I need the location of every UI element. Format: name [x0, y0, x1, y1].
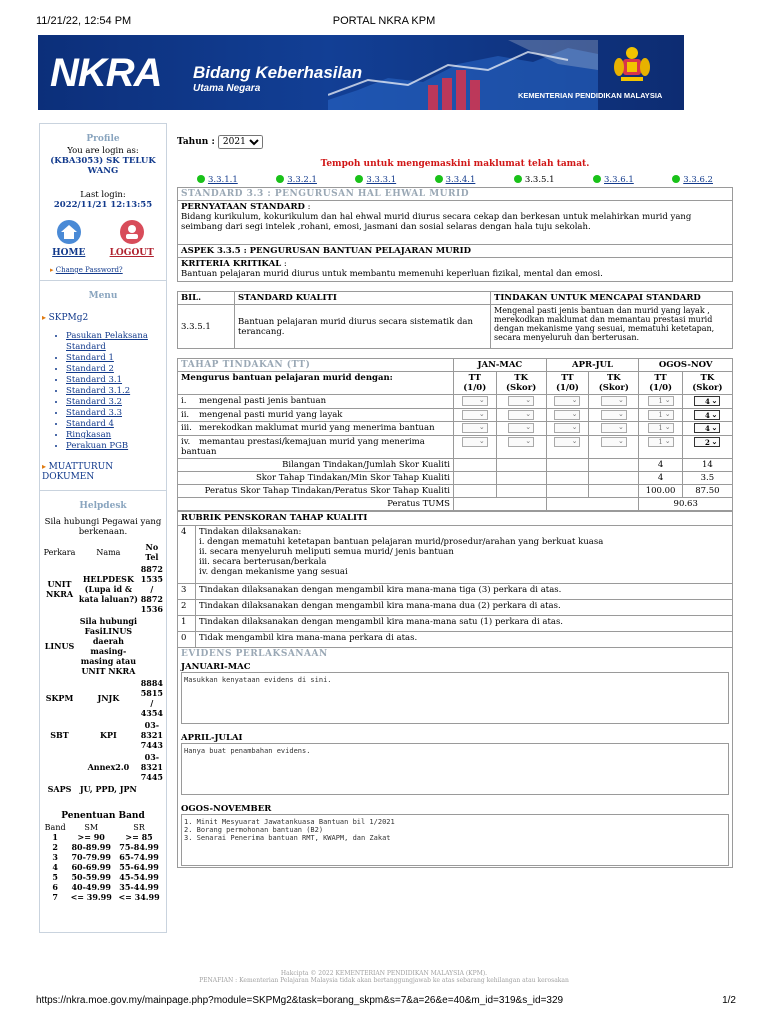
tt-select[interactable]: [554, 396, 580, 406]
standard-info-table: [177, 187, 733, 282]
arrow-right-icon: ▸: [42, 313, 49, 322]
tk-select[interactable]: [601, 396, 627, 406]
tums-value: 90.63: [639, 497, 733, 510]
menu-item-standard-4[interactable]: • Standard 4: [66, 419, 166, 430]
table-row: PERNYATAAN STANDARD : Bidang kurikulum, kokurikulum dan hal ehwal murid diurus secara cekap dan berkesan untuk melahirkan murid yang seimbang dari segi intelek ,rohani, emosi, jasmani dan sosial selaras dengan hala tuju sekolah.: [178, 201, 733, 245]
ministry-name: KEMENTERIAN PENDIDIKAN MALAYSIA: [518, 91, 663, 100]
status-dot-icon: [672, 175, 680, 183]
table-row: 1 >= 90 >= 85: [52, 832, 153, 842]
tk-select[interactable]: 2 ⌄: [694, 437, 720, 447]
menu-item-standard-3-3[interactable]: • Standard 3.3: [66, 408, 166, 419]
menu-item-ringkasan[interactable]: • Ringkasan: [66, 430, 166, 441]
tahap-tindakan-table: [177, 358, 733, 511]
table-row: TAHAP TINDAKAN (TT) JAN-MAC APR-JUL OGOS-NOV: [178, 359, 733, 372]
table-row: Peratus Skor Tahap Tindakan/Peratus Skor Tahap Kualiti 100.00 87.50: [178, 484, 733, 497]
skpmg2-submenu: [66, 331, 166, 452]
tt-select[interactable]: 1 ⌄: [648, 396, 674, 406]
warning-message: Tempoh untuk mengemaskini maklumat telah tamat.: [320, 159, 590, 169]
table-row: Perkara Nama No Tel: [43, 542, 159, 562]
sidebar: [39, 123, 167, 933]
table-row: 3.3.5.1 Bantuan pelajaran murid diurus secara sistematik dan terancang. Mengenal pasti jenis bantuan dan murid yang layak , merekodkan maklumat dan memantau prestasi murid dengan mekanisme yang sesuai, mematuhi ketetapan, secara menyeluruh dan berterusan.: [178, 305, 733, 349]
pernyataan-text: Bidang kurikulum, kokurikulum dan hal ehwal murid diurus secara cekap dan berkesan untuk melahirkan murid yang seimbang dari segi intelek ,rohani, emosi, jasmani dan sosial selaras dengan hala tuju sekolah.: [181, 212, 692, 232]
last-login-label: Last login:: [80, 190, 126, 200]
tab-3-3-6-1[interactable]: 3.3.6.1: [593, 175, 634, 185]
tk-select[interactable]: [601, 410, 627, 420]
login-as-label: You are login as:: [67, 146, 139, 156]
disclaimer-text: PENAFIAN : Kementerian Pelajaran Malaysia tidak akan bertanggungjawab ke atas sebarang kehilangan atau kerosakan: [199, 977, 569, 984]
table-row: [178, 245, 733, 258]
home-label: HOME: [52, 248, 86, 258]
home-button[interactable]: [52, 220, 85, 258]
tk-select[interactable]: [508, 437, 534, 447]
tt-select[interactable]: [462, 410, 488, 420]
tab-3-3-6-2[interactable]: 3.3.6.2: [672, 175, 713, 185]
evidens-ogos-textarea[interactable]: 1. Minit Mesyuarat Jawatankuasa Bantuan bil 1/2021 2. Borang permohonan bantuan (B2) 3. Senarai Penerima bantuan RMT, KWAPM, dan Zakat: [181, 814, 729, 866]
table-row: SBT KPI 03-8321 7443: [50, 720, 163, 750]
kriteria-label: KRITERIA KRITIKAL: [181, 259, 282, 269]
menu-item-standard-3-2[interactable]: • Standard 3.2: [66, 397, 166, 408]
evidens-section: [177, 648, 733, 868]
tk-select[interactable]: [601, 437, 627, 447]
tt-select[interactable]: 1 ⌄: [648, 410, 674, 420]
band-table: [43, 823, 163, 902]
table-row: 1 Tindakan dilaksanakan dengan mengambil kira mana-mana satu (1) perkara di atas.: [178, 615, 733, 631]
table-row: SAPS JU, PPD, JPN: [47, 784, 137, 794]
table-row: 2 80-89.99 75-84.99: [52, 842, 159, 852]
tab-3-3-2-1[interactable]: 3.3.2.1: [276, 175, 317, 185]
band-title: Penentuan Band: [61, 811, 145, 821]
table-row: iii. merekodkan maklumat murid yang menerima bantuan ⌄ ⌄ ⌄ ⌄ 1 ⌄ 4 ⌄: [178, 422, 733, 436]
menu-item-standard-1[interactable]: • Standard 1: [66, 353, 166, 364]
tk-select[interactable]: 4 ⌄: [694, 396, 720, 406]
tt-select[interactable]: [554, 437, 580, 447]
table-row: LINUS Sila hubungi FasiLINUS daerah masing-masing atau UNIT NKRA: [44, 616, 138, 676]
tk-select[interactable]: [601, 423, 627, 433]
banner-subtitle: Bidang Keberhasilan: [193, 63, 363, 82]
table-row: Mengurus bantuan pelajaran murid dengan: TT (1/0) TK (Skor) TT (1/0) TK (Skor) TT (1/0) TK (Skor): [178, 372, 733, 395]
menu-item-pasukan[interactable]: • Pasukan Pelaksana Standard: [66, 331, 166, 353]
tahun-label: Tahun: [177, 137, 209, 147]
table-row: 4 Tindakan dilaksanakan: i. dengan mematuhi ketetapan bantuan pelajaran murid/prosedur/arahan yang berkuat kuasa ii. secara menyeluruh meliputi semua murid/ jenis bantuan iii. secara berterusan/berkala iv. dengan mekanisme yang sesuai: [178, 525, 733, 583]
menu-muatturun[interactable]: ▸ MUATTURUN DOKUMEN: [42, 462, 114, 482]
menu-title: Menu: [88, 291, 118, 301]
tk-select[interactable]: [508, 423, 534, 433]
aspek-title: ASPEK 3.3.5 : PENGURUSAN BANTUAN PELAJARAN MURID: [178, 245, 733, 258]
table-row: 3 70-79.99 65-74.99: [52, 852, 159, 862]
standard-kualiti-table: [177, 291, 733, 349]
school-name: (KBA3053) SK TELUK WANG: [50, 156, 156, 176]
kriteria-text: Bantuan pelajaran murid diurus untuk membantu memenuhi keperluan fizikal, mental dan emosi.: [181, 269, 603, 279]
tt-select[interactable]: [462, 396, 488, 406]
tab-3-3-4-1[interactable]: 3.3.4.1: [435, 175, 476, 185]
menu-item-standard-2[interactable]: • Standard 2: [66, 364, 166, 375]
tk-select[interactable]: [508, 410, 534, 420]
status-dot-icon: [276, 175, 284, 183]
table-row: 5 50-59.99 45-54.99: [52, 872, 159, 882]
print-page-number: 1/2: [722, 995, 736, 1006]
table-row: 6 40-49.99 35-44.99: [52, 882, 159, 892]
print-footer: [36, 995, 736, 1006]
profile-title: Profile: [86, 134, 120, 144]
tab-3-3-3-1[interactable]: 3.3.3.1: [355, 175, 396, 185]
rubrik-table: [177, 511, 733, 648]
tt-select[interactable]: [462, 423, 488, 433]
table-row: 3 Tindakan dilaksanakan dengan mengambil kira mana-mana tiga (3) perkara di atas.: [178, 583, 733, 599]
tt-select[interactable]: [554, 423, 580, 433]
table-row: SKPM JNJK 8884 5815 / 4354: [45, 678, 163, 718]
nkra-logo: NKRA: [50, 51, 162, 95]
helpdesk-intro: Sila hubungi Pegawai yang berkenaan.: [44, 517, 162, 537]
evidens-jan-textarea[interactable]: Masukkan kenyataan evidens di sini.: [181, 672, 729, 724]
helpdesk-table: [43, 541, 163, 795]
status-dot-icon: [197, 175, 205, 183]
status-dot-icon: [355, 175, 363, 183]
table-row: BIL. STANDARD KUALITI TINDAKAN UNTUK MENCAPAI STANDARD: [178, 292, 733, 305]
print-title: PORTAL NKRA KPM: [332, 15, 436, 27]
menu-skpmg2[interactable]: ▸ SKPMg2: [42, 313, 89, 323]
pernyataan-label: PERNYATAAN STANDARD: [181, 202, 305, 212]
table-row: 7 <= 39.99 <= 34.99: [52, 892, 160, 902]
standard-tabs: [177, 175, 733, 185]
helpdesk-title: Helpdesk: [79, 501, 127, 511]
copyright-text: Hakcipta © 2022 KEMENTERIAN PENDIDIKAN MALAYSIA (KPM).: [280, 970, 488, 977]
menu-item-standard-3-1-2[interactable]: • Standard 3.1.2: [66, 386, 166, 397]
evidens-title: EVIDENS PERLAKSANAAN: [181, 648, 328, 659]
tk-select[interactable]: 4 ⌄: [694, 423, 720, 433]
table-row: i. mengenal pasti jenis bantuan ⌄ ⌄ ⌄ ⌄ 1 ⌄ 4 ⌄: [178, 395, 733, 409]
status-dot-icon: [593, 175, 601, 183]
main-content: [177, 135, 733, 868]
rubrik-title: RUBRIK PENSKORAN TAHAP KUALITI: [178, 511, 733, 525]
table-row: 0 Tidak mengambil kira mana-mana perkara di atas.: [178, 631, 733, 647]
profile-actions: [40, 220, 166, 258]
print-url: https://nkra.moe.gov.my/mainpage.php?module=SKPMg2&task=borang_skpm&s=7&a=26&e=40&m_id=319&s_id=329: [36, 995, 564, 1006]
nkra-banner: [38, 35, 684, 110]
tt-select[interactable]: [554, 410, 580, 420]
table-row: Skor Tahap Tindakan/Min Skor Tahap Kualiti 4 3.5: [178, 471, 733, 484]
table-row: 4 60-69.99 55-64.99: [52, 862, 159, 872]
table-row: [178, 511, 733, 525]
menu-item-perakuan[interactable]: • Perakuan PGB: [66, 441, 166, 452]
home-icon: [56, 220, 82, 244]
table-row: Bilangan Tindakan/Jumlah Skor Kualiti 4 14: [178, 458, 733, 471]
table-row: KRITERIA KRITIKAL : Bantuan pelajaran murid diurus untuk membantu memenuhi keperluan fizikal, mental dan emosi.: [178, 258, 733, 282]
tk-select[interactable]: 4 ⌄: [694, 410, 720, 420]
evidens-label-apr: APRIL-JULAI: [181, 732, 243, 743]
table-row: [178, 188, 733, 201]
logout-label: LOGOUT: [109, 248, 154, 258]
tab-3-3-5-1[interactable]: 3.3.5.1: [514, 175, 555, 185]
tahun-filter: Tahun : 2021: [177, 135, 733, 149]
tt-select[interactable]: 1 ⌄: [648, 437, 674, 447]
standard-title: STANDARD 3.3 : PENGURUSAN HAL EHWAL MURID: [178, 188, 733, 201]
tt-select[interactable]: [462, 437, 488, 447]
change-password-link[interactable]: ▸ Change Password?: [50, 266, 123, 274]
last-login-time: 2022/11/21 12:13:55: [53, 200, 153, 210]
table-row: UNIT NKRA HELPDESK (Lupa id & kata laluan?) 8872 1535 / 8872 1536: [45, 564, 163, 614]
banner-subtitle-2: Utama Negara: [193, 83, 261, 94]
table-row: iv. memantau prestasi/kemajuan murid yang menerima bantuan ⌄ ⌄ ⌄ ⌄ 1 ⌄ 2 ⌄: [178, 435, 733, 458]
tab-3-3-1-1[interactable]: 3.3.1.1: [197, 175, 238, 185]
arrow-right-icon: ▸: [50, 266, 54, 274]
table-row: Annex2.0 03-8321 7445: [87, 752, 163, 782]
table-row: Band SM SR: [44, 823, 145, 832]
tt-select[interactable]: 1 ⌄: [648, 423, 674, 433]
arrow-right-icon: ▸: [42, 462, 49, 471]
tums-label: Peratus TUMS: [178, 497, 454, 510]
print-datetime: 11/21/22, 12:54 PM: [36, 15, 132, 27]
table-row: 2 Tindakan dilaksanakan dengan mengambil kira mana-mana dua (2) perkara di atas.: [178, 599, 733, 615]
malaysia-coat-of-arms-icon: [611, 43, 653, 85]
tt-title: TAHAP TINDAKAN (TT): [178, 359, 454, 372]
table-row: ii. mengenal pasti murid yang layak ⌄ ⌄ ⌄ ⌄ 1 ⌄ 4 ⌄: [178, 408, 733, 422]
evidens-label-jan: JANUARI-MAC: [181, 661, 251, 672]
evidens-label-ogos: OGOS-NOVEMBER: [181, 803, 272, 814]
tahun-select[interactable]: [218, 135, 263, 149]
print-header: [0, 15, 768, 29]
tk-select[interactable]: [508, 396, 534, 406]
logout-icon: [119, 220, 145, 244]
status-dot-icon: [514, 175, 522, 183]
status-dot-icon: [435, 175, 443, 183]
table-row: [178, 497, 733, 510]
logout-button[interactable]: [110, 220, 154, 258]
page-footer: [0, 970, 768, 984]
menu-item-standard-3-1[interactable]: • Standard 3.1: [66, 375, 166, 386]
evidens-apr-textarea[interactable]: Hanya buat penambahan evidens.: [181, 743, 729, 795]
